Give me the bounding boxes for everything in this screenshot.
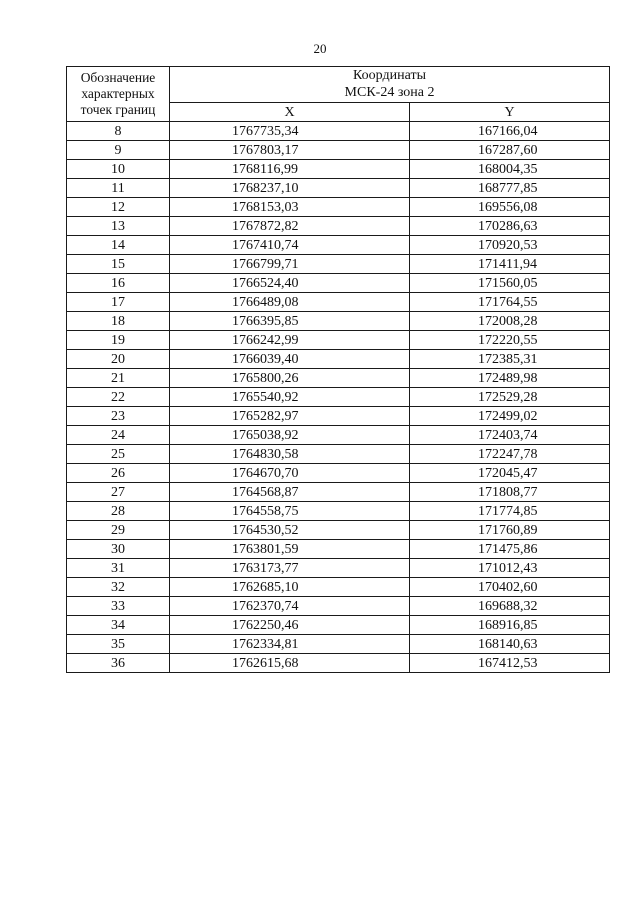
table-row (67, 217, 610, 236)
y-coordinate-cell: 172008,28 (410, 312, 610, 331)
coordinates-title: Координаты (353, 68, 426, 83)
x-coordinate-cell: 1766242,99 (170, 331, 410, 350)
point-cell: 36 (67, 654, 170, 673)
point-cell: 33 (67, 597, 170, 616)
table-row (67, 122, 610, 141)
x-coordinate-cell: 1762250,46 (170, 616, 410, 635)
x-coordinate-cell: 1768116,99 (170, 160, 410, 179)
x-coordinate-cell: 1767735,34 (170, 122, 410, 141)
y-coordinate-cell: 172247,78 (410, 445, 610, 464)
point-header-line: Обозначение (80, 70, 156, 85)
table-row (67, 293, 610, 312)
point-cell: 26 (67, 464, 170, 483)
coordinates-table (66, 66, 610, 673)
y-coordinate-cell: 171012,43 (410, 559, 610, 578)
x-coordinate-cell: 1766039,40 (170, 350, 410, 369)
x-coordinate-cell: 1766489,08 (170, 293, 410, 312)
x-coordinate-cell: 1766395,85 (170, 312, 410, 331)
point-cell: 16 (67, 274, 170, 293)
table-row (67, 179, 610, 198)
coordinate-system: МСК-24 зона 2 (344, 85, 435, 100)
point-header-line: характерных (81, 86, 155, 101)
y-coordinate-cell: 167166,04 (410, 122, 610, 141)
x-coordinate-cell: 1766799,71 (170, 255, 410, 274)
point-cell: 27 (67, 483, 170, 502)
x-coordinate-cell: 1763801,59 (170, 540, 410, 559)
table-row (67, 331, 610, 350)
x-coordinate-cell: 1765282,97 (170, 407, 410, 426)
table-row (67, 426, 610, 445)
point-cell: 29 (67, 521, 170, 540)
x-column-header: X (170, 103, 410, 122)
y-coordinate-cell: 170920,53 (410, 236, 610, 255)
point-cell: 31 (67, 559, 170, 578)
table-row (67, 350, 610, 369)
y-coordinate-cell: 168777,85 (410, 179, 610, 198)
x-coordinate-cell: 1765800,26 (170, 369, 410, 388)
point-column-header (67, 67, 170, 122)
point-cell: 34 (67, 616, 170, 635)
y-coordinate-cell: 172045,47 (410, 464, 610, 483)
y-coordinate-cell: 171774,85 (410, 502, 610, 521)
coordinates-header (170, 67, 610, 103)
y-coordinate-cell: 172220,55 (410, 331, 610, 350)
table-row (67, 198, 610, 217)
table-row (67, 274, 610, 293)
table-row (67, 635, 610, 654)
table-row (67, 483, 610, 502)
page-number: 20 (313, 41, 327, 56)
y-coordinate-cell: 172489,98 (410, 369, 610, 388)
y-coordinate-cell: 168140,63 (410, 635, 610, 654)
point-cell: 12 (67, 198, 170, 217)
point-cell: 32 (67, 578, 170, 597)
x-coordinate-cell: 1764558,75 (170, 502, 410, 521)
table-row (67, 445, 610, 464)
table-row (67, 559, 610, 578)
table-row (67, 578, 610, 597)
point-cell: 28 (67, 502, 170, 521)
y-coordinate-cell: 172499,02 (410, 407, 610, 426)
table-row (67, 464, 610, 483)
x-coordinate-cell: 1768153,03 (170, 198, 410, 217)
point-cell: 9 (67, 141, 170, 160)
x-coordinate-cell: 1767803,17 (170, 141, 410, 160)
y-coordinate-cell: 167412,53 (410, 654, 610, 673)
point-cell: 22 (67, 388, 170, 407)
y-coordinate-cell: 171411,94 (410, 255, 610, 274)
y-coordinate-cell: 169556,08 (410, 198, 610, 217)
point-cell: 15 (67, 255, 170, 274)
y-coordinate-cell: 168916,85 (410, 616, 610, 635)
table-row (67, 236, 610, 255)
y-coordinate-cell: 171760,89 (410, 521, 610, 540)
x-coordinate-cell: 1768237,10 (170, 179, 410, 198)
x-coordinate-cell: 1762615,68 (170, 654, 410, 673)
x-coordinate-cell: 1767410,74 (170, 236, 410, 255)
y-coordinate-cell: 167287,60 (410, 141, 610, 160)
y-coordinate-cell: 170402,60 (410, 578, 610, 597)
table-row (67, 597, 610, 616)
point-cell: 11 (67, 179, 170, 198)
table-row (67, 141, 610, 160)
x-coordinate-cell: 1762334,81 (170, 635, 410, 654)
point-cell: 35 (67, 635, 170, 654)
point-cell: 10 (67, 160, 170, 179)
x-coordinate-cell: 1764670,70 (170, 464, 410, 483)
y-coordinate-cell: 170286,63 (410, 217, 610, 236)
table-row (67, 369, 610, 388)
table-row (67, 654, 610, 673)
coordinates-table-body (67, 67, 610, 673)
x-coordinate-cell: 1765038,92 (170, 426, 410, 445)
x-coordinate-cell: 1763173,77 (170, 559, 410, 578)
y-coordinate-cell: 169688,32 (410, 597, 610, 616)
y-column-header: Y (410, 103, 610, 122)
point-cell: 24 (67, 426, 170, 445)
x-coordinate-cell: 1767872,82 (170, 217, 410, 236)
y-coordinate-cell: 172385,31 (410, 350, 610, 369)
point-header-line: точек границ (80, 102, 156, 117)
table-row (67, 521, 610, 540)
y-coordinate-cell: 168004,35 (410, 160, 610, 179)
x-coordinate-cell: 1762685,10 (170, 578, 410, 597)
table-row (67, 407, 610, 426)
point-cell: 30 (67, 540, 170, 559)
point-cell: 20 (67, 350, 170, 369)
table-row (67, 616, 610, 635)
x-coordinate-cell: 1764530,52 (170, 521, 410, 540)
header-row (67, 67, 610, 103)
point-cell: 23 (67, 407, 170, 426)
y-coordinate-cell: 172529,28 (410, 388, 610, 407)
point-cell: 17 (67, 293, 170, 312)
table-row (67, 312, 610, 331)
y-coordinate-cell: 171808,77 (410, 483, 610, 502)
point-cell: 13 (67, 217, 170, 236)
x-coordinate-cell: 1766524,40 (170, 274, 410, 293)
point-cell: 19 (67, 331, 170, 350)
x-coordinate-cell: 1765540,92 (170, 388, 410, 407)
table-row (67, 540, 610, 559)
point-cell: 14 (67, 236, 170, 255)
y-coordinate-cell: 171764,55 (410, 293, 610, 312)
table-row (67, 255, 610, 274)
point-cell: 21 (67, 369, 170, 388)
table-row (67, 502, 610, 521)
point-cell: 25 (67, 445, 170, 464)
x-coordinate-cell: 1764830,58 (170, 445, 410, 464)
y-coordinate-cell: 172403,74 (410, 426, 610, 445)
point-cell: 18 (67, 312, 170, 331)
table-row (67, 160, 610, 179)
point-cell: 8 (67, 122, 170, 141)
y-coordinate-cell: 171560,05 (410, 274, 610, 293)
x-coordinate-cell: 1764568,87 (170, 483, 410, 502)
table-row (67, 388, 610, 407)
y-coordinate-cell: 171475,86 (410, 540, 610, 559)
x-coordinate-cell: 1762370,74 (170, 597, 410, 616)
